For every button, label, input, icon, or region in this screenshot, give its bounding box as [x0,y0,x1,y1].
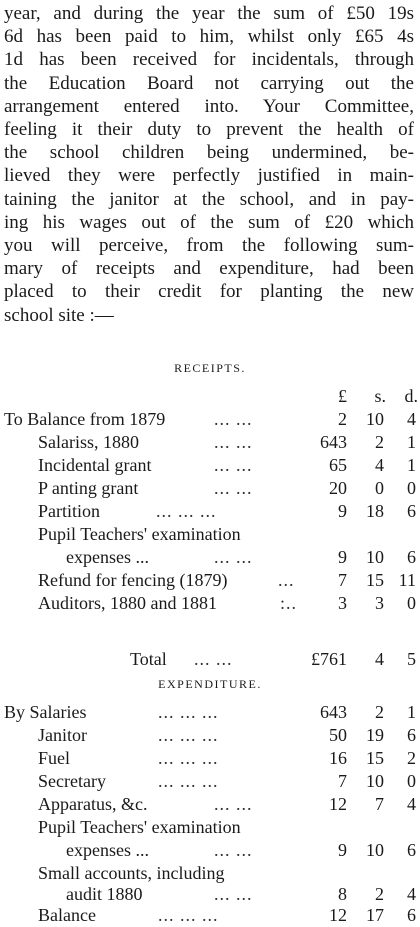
amount-pence: 4 [407,409,416,429]
receipt-row [0,409,420,431]
receipt-row [0,547,420,569]
amount-shillings: 4 [375,455,384,475]
amount-pounds: 9 [338,840,347,860]
leader-dots: ... ... ... [158,748,219,768]
paragraph-line: feeling it their duty to prevent the health of [4,119,414,141]
expenditure-row [0,905,420,927]
amount-pounds: 8 [338,884,347,904]
leader-dots: :.. [280,593,298,613]
leader-dots: ... ... [214,478,253,498]
amount-pounds: 50 [329,725,347,745]
row-label: To Balance from 1879 [4,409,166,429]
column-header-shillings: s. [374,386,386,406]
total-pounds: £761 [311,649,347,669]
row-label: expenses ... [66,840,149,860]
leader-dots: ... ... [214,455,253,475]
amount-pounds: 12 [329,794,347,814]
amount-pence: 0 [407,593,416,613]
amount-pence: 6 [407,840,416,860]
amount-pence: 6 [407,547,416,567]
amount-shillings: 10 [366,547,384,567]
amount-shillings: 15 [366,748,384,768]
amount-shillings: 2 [375,432,384,452]
paragraph-line: mary of receipts and expenditure, had been [4,258,414,280]
row-label: Small accounts, including [38,863,225,883]
receipt-row [0,570,420,592]
row-label: Incidental grant [38,455,152,475]
row-label: Janitor [38,725,87,745]
receipt-row [0,501,420,523]
amount-shillings: 10 [366,840,384,860]
receipt-row [0,593,420,615]
amount-pounds: 9 [338,547,347,567]
paragraph-line: school site :— [4,304,114,326]
receipts-heading: RECEIPTS. [174,361,246,375]
amount-pounds: 7 [338,771,347,791]
row-label: audit 1880 [66,884,143,904]
amount-pence: 11 [398,570,416,590]
amount-shillings: 15 [366,570,384,590]
amount-pence: 2 [407,748,416,768]
amount-pence: 1 [407,455,416,475]
paragraph-line: the school children being undermined, be- [4,142,414,164]
leader-dots: ... ... [214,432,253,452]
paragraph-line: placed to their credit for planting the new [4,281,414,303]
expenditure-row [0,863,420,885]
receipt-row [0,524,420,546]
paragraph-line: ing his wages out of the sum of £20 which [4,211,414,233]
row-label: Secretary [38,771,106,791]
amount-pence: 1 [407,702,416,722]
receipt-row [0,455,420,477]
amount-shillings: 19 [366,725,384,745]
leader-dots: ... ... ... [158,702,219,722]
leader-dots: ... ... ... [158,771,219,791]
amount-pence: 0 [407,771,416,791]
amount-pounds: 643 [320,432,347,452]
paragraph-line: arrangement entered into. Your Committee, [4,95,414,117]
amount-pence: 1 [407,432,416,452]
amount-pounds: 65 [329,455,347,475]
paragraph-line: year, and during the year the sum of £50 19s [4,3,414,24]
leader-dots: ... ... [214,794,253,814]
amount-shillings: 3 [375,593,384,613]
amount-pounds: 2 [338,409,347,429]
expenditure-row [0,702,420,724]
expenditure-row [0,771,420,793]
amount-pence: 6 [407,501,416,521]
row-label: Salariss, 1880 [38,432,139,452]
amount-pounds: 7 [338,570,347,590]
amount-shillings: 10 [366,409,384,429]
paragraph-line: you will perceive, from the following sum- [4,235,414,257]
row-label: By Salaries [4,702,87,722]
leader-dots: ... ... ... [158,725,219,745]
leader-dots: ... ... [214,840,253,860]
row-label: Fuel [38,748,71,768]
amount-pounds: 12 [329,905,347,925]
amount-shillings: 18 [366,501,384,521]
paragraph-line: taining the janitor at the school, and in pay- [4,188,414,210]
expenditure-row [0,725,420,747]
expenditure-heading: EXPENDITURE. [158,677,262,691]
amount-pounds: 16 [329,748,347,768]
receipts-total-row [0,649,420,671]
total-label: Total [130,649,167,669]
total-shillings: 4 [375,649,384,669]
row-label: Partition [38,501,100,521]
body-paragraph [4,2,414,327]
amount-pence: 0 [407,478,416,498]
total-pence: 5 [407,649,416,669]
row-label: Pupil Teachers' examination [38,817,241,837]
paragraph-line: 1d has been received for incidentals, through [4,49,414,71]
leader-dots: ... ... ... [158,905,219,925]
amount-pence: 6 [407,725,416,745]
row-label: Apparatus, &c. [38,794,148,814]
amount-pence: 4 [407,794,416,814]
amount-pounds: 3 [338,593,347,613]
expenditure-row [0,840,420,862]
paragraph-line: the Education Board not carrying out the [4,72,414,94]
receipt-row [0,478,420,500]
row-label: Refund for fencing (1879) [38,570,228,590]
leader-dots: ... ... [214,547,253,567]
amount-shillings: 0 [375,478,384,498]
amount-shillings: 7 [375,794,384,814]
leader-dots: ... [278,570,295,590]
row-label: Balance [38,905,96,925]
leader-dots: ... ... ... [156,501,217,521]
receipt-row [0,432,420,454]
amount-pounds: 643 [320,702,347,722]
amount-pounds: 9 [338,501,347,521]
column-header-pounds: £ [338,386,347,406]
row-label: expenses ... [66,547,149,567]
paragraph-line: 6d has been paid to him, whilst only £65 4s [4,26,414,48]
expenditure-row [0,748,420,770]
row-label: Auditors, 1880 and 1881 [38,593,217,613]
amount-pence: 4 [407,884,416,904]
amount-shillings: 10 [366,771,384,791]
paragraph-line: lieved they were perfectly justified in main- [4,165,414,187]
expenditure-row [0,884,420,906]
amount-shillings: 17 [366,905,384,925]
leader-dots: ... ... [214,884,253,904]
amount-pounds: 20 [329,478,347,498]
amount-shillings: 2 [375,702,384,722]
column-header-pence: d. [404,386,418,406]
expenditure-row [0,817,420,839]
amount-pence: 6 [407,905,416,925]
row-label: Pupil Teachers' examination [38,524,241,544]
expenditure-row [0,794,420,816]
row-label: P anting grant [38,478,139,498]
leader-dots: ... ... [214,409,253,429]
leader-dots: ... ... [194,649,233,669]
amount-shillings: 2 [375,884,384,904]
